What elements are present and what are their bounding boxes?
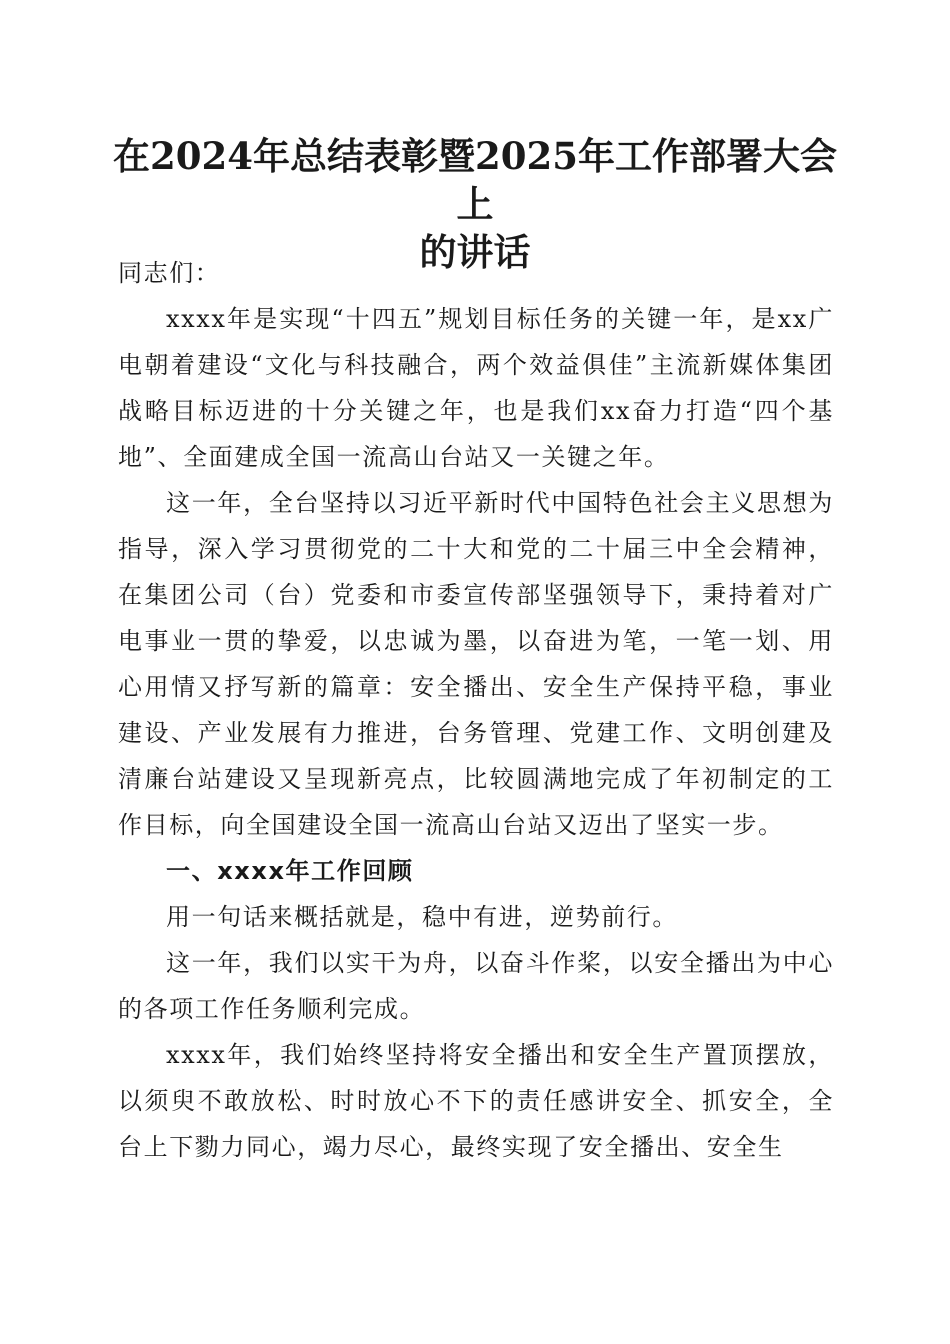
- paragraph: xxxx年是实现“十四五”规划目标任务的关键一年，是xx广电朝着建设“文化与科技融合，两个效益俱佳”主流新媒体集团战略目标迈进的十分关键之年，也是我们xx奋力打造“四个基地”、全面建成全国一流高山台站又一关键之年。: [118, 305, 834, 471]
- paragraph: 用一句话来概括就是，稳中有进，逆势前行。: [166, 903, 678, 931]
- paragraph: 这一年，我们以实干为舟，以奋斗作桨，以安全播出为中心的各项工作任务顺利完成。: [118, 949, 834, 1023]
- paragraph: xxxx年，我们始终坚持将安全播出和安全生产置顶摆放，以须臾不敢放松、时时放心不下的责任感讲安全、抓安全，全台上下勠力同心，竭力尽心，最终实现了安全播出、安全生: [118, 1041, 834, 1161]
- salutation: 同志们：: [118, 259, 221, 287]
- document-body: [118, 250, 834, 1170]
- section-heading: 一、xxxx年工作回顾: [166, 857, 414, 885]
- title-line-1: 在2024年总结表彰暨2025年工作部署大会上: [113, 134, 837, 226]
- title-line-2: 的讲话: [419, 230, 531, 274]
- paragraph: 这一年，全台坚持以习近平新时代中国特色社会主义思想为指导，深入学习贯彻党的二十大和党的二十届三中全会精神，在集团公司（台）党委和市委宣传部坚强领导下，秉持着对广电事业一贯的挚爱，以忠诚为墨，以奋进为笔，一笔一划、用心用情又抒写新的篇章：安全播出、安全生产保持平稳，事业建设、产业发展有力推进，台务管理、党建工作、文明创建及清廉台站建设又呈现新亮点，比较圆满地完成了年初制定的工作目标，向全国建设全国一流高山台站又迈出了坚实一步。: [118, 489, 834, 839]
